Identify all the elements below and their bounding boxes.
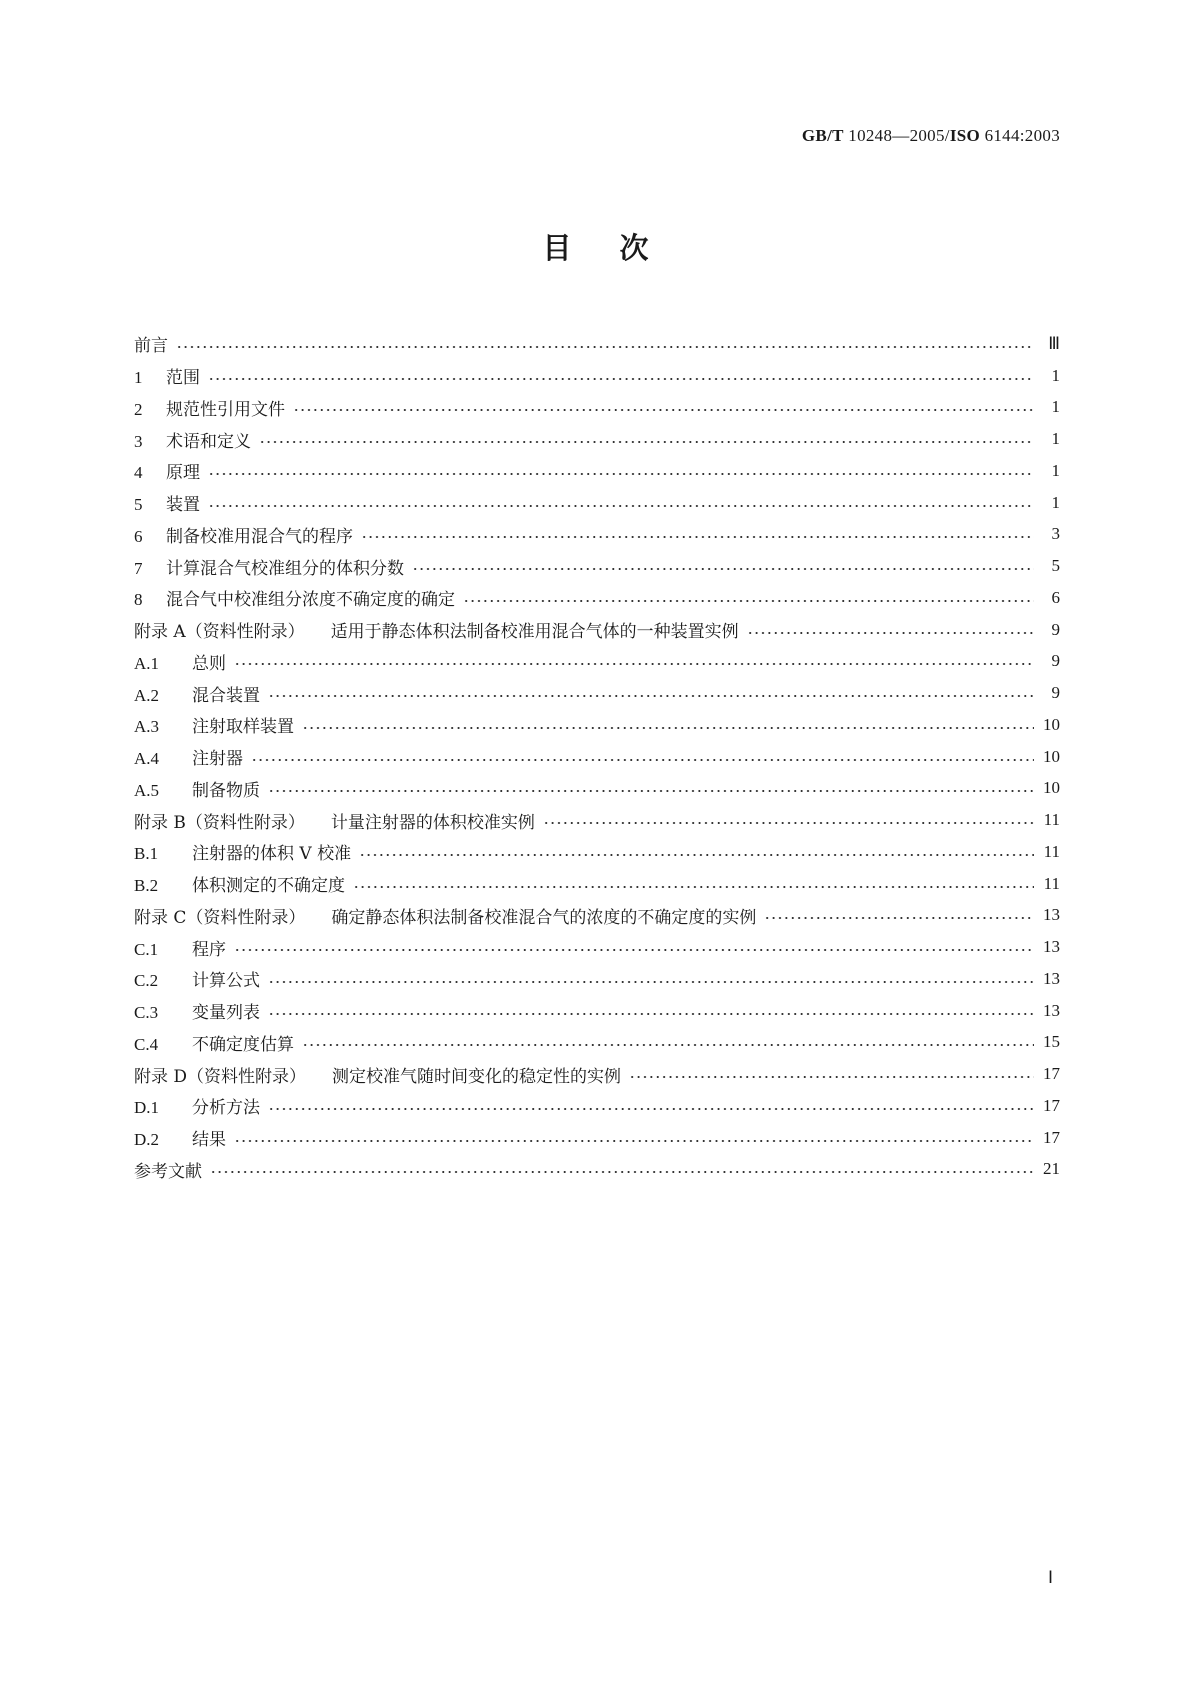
toc-entry-label xyxy=(134,1030,302,1055)
toc-page-number: 17 xyxy=(1043,1095,1060,1115)
toc-entry-text: 体积测定的不确定度 xyxy=(192,876,345,897)
dot-leader xyxy=(302,726,1034,730)
toc-entry-label xyxy=(134,903,764,928)
toc-entry[interactable] xyxy=(134,741,1060,773)
table-of-contents xyxy=(134,328,1060,1185)
toc-entry-number: B.2 xyxy=(134,876,159,896)
toc-entry-text: 制备物质 xyxy=(192,780,260,801)
toc-page-number: 1 xyxy=(1051,365,1060,385)
toc-page-number: 9 xyxy=(1051,619,1060,639)
dot-leader xyxy=(208,472,1034,476)
toc-page-number: 9 xyxy=(1051,651,1060,671)
toc-entry-label xyxy=(134,617,747,642)
dot-leader xyxy=(764,916,1034,920)
dot-leader xyxy=(176,345,1034,349)
code-prefix: GB/T xyxy=(801,126,844,145)
toc-entry-number: 1 xyxy=(134,368,143,388)
toc-entry-text: 变量列表 xyxy=(192,1003,260,1024)
toc-entry-number: 2 xyxy=(134,399,143,419)
toc-entry-number: 附录 B（资料性附录） xyxy=(134,812,305,833)
toc-entry-number: A.2 xyxy=(134,685,160,705)
dot-leader xyxy=(361,535,1034,539)
toc-entry-text: 计量注射器的体积校准实例 xyxy=(330,812,535,833)
toc-entry[interactable] xyxy=(134,519,1060,551)
toc-entry-number: A.1 xyxy=(134,653,160,673)
dot-leader xyxy=(359,853,1034,857)
dot-leader xyxy=(543,821,1034,825)
toc-page-number: 1 xyxy=(1051,397,1060,417)
toc-entry-text: 适用于静态体积法制备校准用混合气体的一种装置实例 xyxy=(330,622,739,643)
toc-entry[interactable] xyxy=(134,804,1060,836)
toc-entry-label xyxy=(134,458,208,483)
toc-page-number: 10 xyxy=(1043,778,1060,798)
toc-entry-number: 附录 A（资料性附录） xyxy=(134,622,305,643)
code-iso-prefix: ISO xyxy=(949,126,981,145)
dot-leader xyxy=(234,1139,1034,1143)
toc-entry[interactable] xyxy=(134,836,1060,868)
dot-leader xyxy=(463,599,1034,603)
toc-entry[interactable] xyxy=(134,1122,1060,1154)
toc-entry-label xyxy=(134,490,208,515)
toc-entry[interactable] xyxy=(134,646,1060,678)
toc-entry-number: C.3 xyxy=(134,1003,159,1023)
toc-page-number: Ⅲ xyxy=(1048,333,1060,353)
code-number: 10248—2005/ xyxy=(843,126,950,145)
toc-entry-text: 混合装置 xyxy=(192,685,260,706)
toc-entry[interactable] xyxy=(134,423,1060,455)
toc-entry[interactable] xyxy=(134,931,1060,963)
toc-page-number: 11 xyxy=(1043,873,1060,893)
dot-leader xyxy=(629,1075,1034,1079)
toc-entry[interactable] xyxy=(134,328,1060,360)
toc-page-number: 17 xyxy=(1043,1064,1060,1084)
toc-page-number: 11 xyxy=(1043,810,1060,830)
toc-page-number: 21 xyxy=(1043,1159,1060,1179)
dot-leader xyxy=(268,694,1034,698)
toc-entry-label xyxy=(134,363,208,388)
toc-entry[interactable] xyxy=(134,487,1060,519)
toc-page-number: 3 xyxy=(1051,524,1060,544)
toc-entry-text: 结果 xyxy=(192,1130,226,1151)
toc-page-number: 5 xyxy=(1051,556,1060,576)
toc-page-number: 17 xyxy=(1043,1127,1060,1147)
toc-page-number: 10 xyxy=(1043,746,1060,766)
toc-entry-text: 范围 xyxy=(166,368,200,389)
toc-entry-number: D.2 xyxy=(134,1130,160,1150)
dot-leader xyxy=(302,1043,1034,1047)
toc-entry-label xyxy=(134,522,361,547)
toc-page-number: 6 xyxy=(1051,587,1060,607)
toc-entry-number: A.3 xyxy=(134,717,160,737)
toc-entry-text: 规范性引用文件 xyxy=(166,399,285,420)
toc-entry[interactable] xyxy=(134,963,1060,995)
toc-entry-text: 分析方法 xyxy=(192,1098,260,1119)
toc-entry-text: 计算混合气校准组分的体积分数 xyxy=(166,558,404,579)
dot-leader xyxy=(268,1107,1034,1111)
toc-entry-label xyxy=(134,395,293,420)
dot-leader xyxy=(234,662,1034,666)
toc-entry-text: 注射器 xyxy=(192,749,243,770)
toc-entry-number: C.4 xyxy=(134,1034,159,1054)
toc-entry[interactable] xyxy=(134,582,1060,614)
toc-entry-label xyxy=(134,712,302,737)
toc-entry-label xyxy=(134,871,353,896)
toc-entry-text: 原理 xyxy=(166,463,200,484)
toc-entry-text: 装置 xyxy=(166,495,200,516)
toc-entry-number: 7 xyxy=(134,558,143,578)
toc-entry[interactable] xyxy=(134,1027,1060,1059)
toc-entry-number: C.2 xyxy=(134,971,159,991)
toc-page-number: 1 xyxy=(1051,460,1060,480)
dot-leader xyxy=(208,504,1034,508)
toc-entry-label xyxy=(134,808,543,833)
dot-leader xyxy=(268,789,1034,793)
toc-page-number: 10 xyxy=(1043,714,1060,734)
toc-entry-number: 附录 C（资料性附录） xyxy=(134,907,306,928)
toc-entry[interactable] xyxy=(134,995,1060,1027)
dot-leader xyxy=(293,408,1034,412)
toc-entry[interactable] xyxy=(134,455,1060,487)
toc-entry-text: 测定校准气随时间变化的稳定性的实例 xyxy=(332,1066,622,1087)
toc-entry-number: D.1 xyxy=(134,1098,160,1118)
toc-entry-number: A.5 xyxy=(134,780,160,800)
toc-entry-label xyxy=(134,839,359,864)
toc-entry-text: 混合气中校准组分浓度不确定度的确定 xyxy=(166,590,455,611)
toc-entry-label xyxy=(134,1125,234,1150)
toc-entry[interactable] xyxy=(134,550,1060,582)
toc-entry-number: 附录 D（资料性附录） xyxy=(134,1066,307,1087)
dot-leader xyxy=(259,440,1034,444)
toc-entry-text: 术语和定义 xyxy=(166,431,251,452)
toc-entry-text: 参考文献 xyxy=(134,1161,202,1182)
dot-leader xyxy=(251,758,1034,762)
toc-page-number: 9 xyxy=(1051,683,1060,703)
toc-page-number: 13 xyxy=(1043,968,1060,988)
dot-leader xyxy=(268,1012,1034,1016)
toc-page-number: 15 xyxy=(1043,1032,1060,1052)
toc-entry-label xyxy=(134,554,412,579)
page-title: 目次 xyxy=(542,231,697,265)
toc-entry[interactable] xyxy=(134,677,1060,709)
toc-entry-text: 不确定度估算 xyxy=(192,1034,294,1055)
toc-entry-label xyxy=(134,427,259,452)
toc-page-number: 13 xyxy=(1043,905,1060,925)
toc-page-number: 1 xyxy=(1051,492,1060,512)
toc-entry-label xyxy=(134,1157,210,1182)
dot-leader xyxy=(353,885,1034,889)
toc-entry[interactable] xyxy=(134,360,1060,392)
toc-entry-text: 程序 xyxy=(192,939,226,960)
dot-leader xyxy=(210,1170,1034,1174)
toc-entry-number: 3 xyxy=(134,431,143,451)
toc-page-number: 13 xyxy=(1043,1000,1060,1020)
toc-entry-label xyxy=(134,935,234,960)
toc-page-number: 1 xyxy=(1051,429,1060,449)
toc-entry-number: 5 xyxy=(134,495,143,515)
dot-leader xyxy=(747,631,1034,635)
dot-leader xyxy=(412,567,1034,571)
toc-entry-label xyxy=(134,966,268,991)
toc-page-number: 11 xyxy=(1043,841,1060,861)
toc-entry[interactable] xyxy=(134,868,1060,900)
toc-entry[interactable] xyxy=(134,900,1060,932)
toc-entry-number: A.4 xyxy=(134,749,160,769)
toc-entry-number: 6 xyxy=(134,526,143,546)
toc-entry-label xyxy=(134,998,268,1023)
toc-entry-label xyxy=(134,744,251,769)
toc-entry-text: 确定静态体积法制备校准混合气的浓度的不确定度的实例 xyxy=(331,907,757,928)
toc-entry[interactable] xyxy=(134,614,1060,646)
toc-entry-label xyxy=(134,649,234,674)
toc-entry[interactable] xyxy=(134,1154,1060,1186)
toc-entry-text: 注射器的体积 V 校准 xyxy=(192,844,352,865)
toc-entry-label xyxy=(134,331,176,356)
toc-entry-text: 制备校准用混合气的程序 xyxy=(166,526,353,547)
dot-leader xyxy=(234,948,1034,952)
toc-entry-label xyxy=(134,1062,629,1087)
toc-entry[interactable] xyxy=(134,709,1060,741)
toc-entry[interactable] xyxy=(134,1090,1060,1122)
dot-leader xyxy=(208,377,1034,381)
dot-leader xyxy=(268,980,1034,984)
toc-entry-text: 注射取样装置 xyxy=(192,717,294,738)
standard-code-header xyxy=(802,126,1060,146)
toc-entry-number: C.1 xyxy=(134,939,159,959)
toc-entry-label xyxy=(134,776,268,801)
toc-entry-label xyxy=(134,585,463,610)
toc-entry[interactable] xyxy=(134,392,1060,424)
toc-entry-label xyxy=(134,1093,268,1118)
toc-entry[interactable] xyxy=(134,773,1060,805)
toc-page-number: 13 xyxy=(1043,937,1060,957)
toc-entry-text: 总则 xyxy=(192,653,226,674)
toc-entry-number: 4 xyxy=(134,463,143,483)
toc-entry-number: B.1 xyxy=(134,844,159,864)
toc-entry-text: 前言 xyxy=(134,336,168,357)
toc-entry-number: 8 xyxy=(134,590,143,610)
toc-entry-text: 计算公式 xyxy=(192,971,260,992)
code-iso-number: 6144:2003 xyxy=(980,126,1060,145)
toc-entry-label xyxy=(134,681,268,706)
toc-entry[interactable] xyxy=(134,1058,1060,1090)
page-folio: Ⅰ xyxy=(1047,1568,1053,1587)
